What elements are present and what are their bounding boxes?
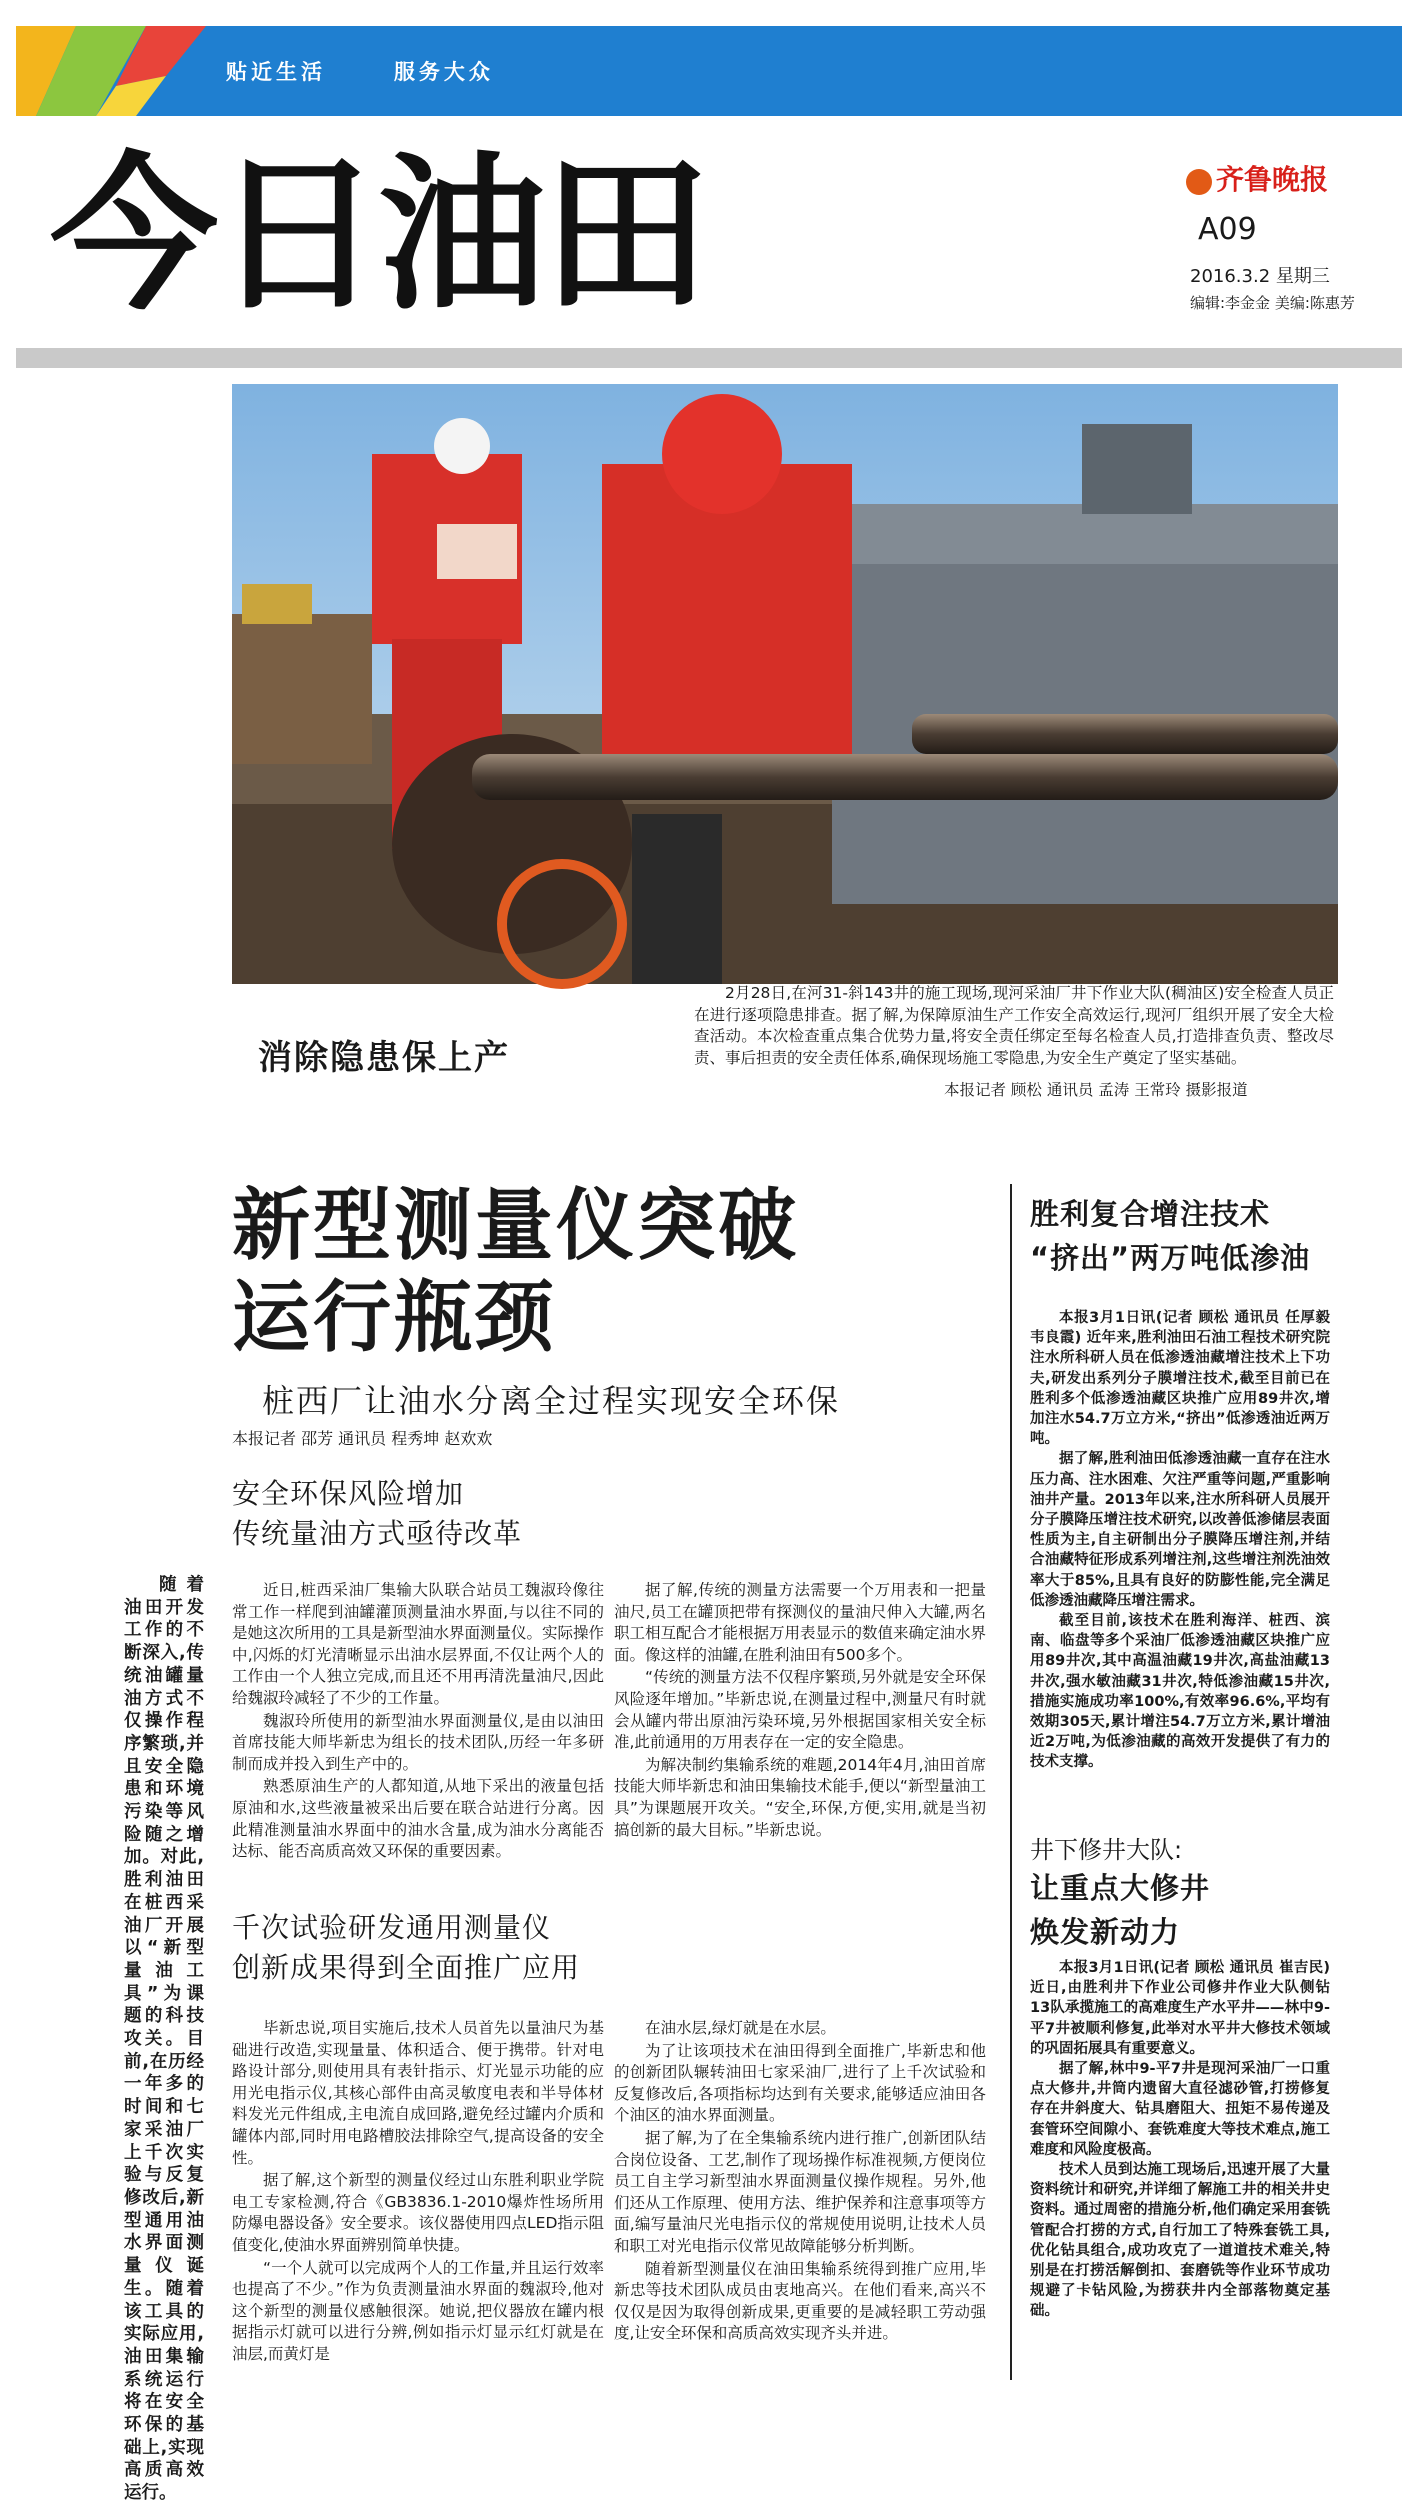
- section-2-column-b: 在油水层,绿灯就是在水层。 为了让该项技术在油田得到全面推广,毕新忠和他的创新团队辗转油田七家采油厂,进行了上千次试验和反复修改后,各项指标均达到有关要求,能够适应油田各个油区的油水界面测量。 据了解,为了在全集输系统内进行推广,创新团队结合岗位设备、工艺,制作了现场操作标准视频,方便岗位员工自主学习新型油水界面测量仪操作规程。另外,他们还从工作原理、使用方法、维护保养和注意事项等方面,编写量油尺光电指示仪的常规使用说明,让技术人员和职工对光电指示仪常见故障能够分析判断。 随着新型测量仪在油田集输系统得到推广应用,毕新忠等技术团队成员由衷地高兴。在他们看来,高兴不仅仅是因为取得创新成果,更重要的是减轻职工劳动强度,让安全环保和高质高效实现齐头并进。: [614, 2019, 987, 2343]
- banner-slogan: 贴近生活 服务大众: [226, 60, 494, 84]
- top-banner: [16, 26, 1402, 116]
- lead-subheadline: 桩西厂让油水分离全过程实现安全环保: [262, 1382, 841, 1420]
- lead-headline: 新型测量仪突破 运行瓶颈: [232, 1180, 800, 1363]
- photo-caption-title: 消除隐患保上产: [258, 1038, 510, 1078]
- news-photo: [232, 384, 1338, 984]
- sidebar-2-title: 让重点大修井 焕发新动力: [1030, 1871, 1211, 1949]
- section-1-column-b: 据了解,传统的测量方法需要一个万用表和一把量油尺,员工在罐顶把带有探测仪的量油尺伸入大罐,两名职工相互配合才能根据万用表显示的数值来确定油水界面。像这样的油罐,在胜利油田有500多个。 “传统的测量方法不仅程序繁琐,另外就是安全环保风险逐年增加。”毕新忠说,在测量过程中,测量尺有时就会从罐内带出原油污染环境,另外根据国家相关安全标准,此前通用的万用表存在一定的安全隐患。 为解决制约集输系统的难题,2014年4月,油田首席技能大师毕新忠和油田集输技术能手,便以“新型量油工具”为课题展开攻关。“安全,环保,方便,实用,就是当初搞创新的最大目标。”毕新忠说。: [614, 1581, 987, 1839]
- column-divider: [1010, 1184, 1012, 2380]
- banner-graphic: [16, 26, 1402, 116]
- issue-date: 2016.3.2 星期三: [1190, 266, 1330, 287]
- logo-mark-icon: [1186, 169, 1212, 195]
- photo-credit: 本报记者 顾松 通讯员 孟涛 王常玲 摄影报道: [944, 1081, 1248, 1099]
- section-2-title: 千次试验研发通用测量仪 创新成果得到全面推广应用: [232, 1911, 581, 1984]
- sidebar-1-title: 胜利复合增注技术 “挤出”两万吨低渗油: [1030, 1197, 1311, 1275]
- editors-line: 编辑:李金金 美编:陈惠芳: [1190, 294, 1355, 312]
- page-number: A09: [1198, 212, 1257, 247]
- paper-logo: 齐鲁晚报: [1186, 158, 1328, 198]
- masthead-divider: [16, 348, 1402, 368]
- section-1-column-a: 近日,桩西采油厂集输大队联合站员工魏淑玲像往常工作一样爬到油罐灌顶测量油水界面,与以往不同的是她这次所用的工具是新型油水界面测量仪。实际操作中,闪烁的灯光清晰显示出油水层界面,不仅让两个人的工作由一个人独立完成,而且还不用再清洗量油尺,因此给魏淑玲减轻了不少的工作量。 魏淑玲所使用的新型油水界面测量仪,是由以油田首席技能大师毕新忠为组长的技术团队,历经一年多研制而成并投入到生产中的。 熟悉原油生产的人都知道,从地下采出的液量包括原油和水,这些液量被采出后要在联合站进行分离。因此精准测量油水界面中的油水含量,成为油水分离能否达标、能否高质高效又环保的重要因素。: [232, 1581, 605, 1861]
- photo-illustration: [232, 384, 1338, 984]
- sidebar-2-kicker: 井下修井大队:: [1030, 1836, 1183, 1864]
- sidebar-1-text: 本报3月1日讯(记者 顾松 通讯员 任厚毅 韦良霞) 近年来,胜利油田石油工程技术研究院注水所科研人员在低渗透油藏增注技术上下功夫,研发出系列分子膜增注技术,截至目前已在胜利多个低渗透油藏区块推广应用89井次,增加注水54.7万立方米,“挤出”低渗透油近两万吨。 据了解,胜利油田低渗透油藏一直存在注水压力高、注水困难、欠注严重等问题,严重影响油井产量。2013年以来,注水所科研人员展开分子膜降压增注技术研究,以改善低渗储层表面性质为主,自主研制出分子膜降压增注剂,并结合油藏特征形成系列增注剂,这些增注剂洗油效率大于85%,且具有良好的防膨性能,完全满足低渗透油藏降压增注需求。 截至目前,该技术在胜利海洋、桩西、滨南、临盘等多个采油厂低渗透油藏区块推广应用89井次,其中高温油藏19井次,高盐油藏13井次,强水敏油藏31井次,特低渗油藏15井次,措施实施成功率100%,有效率96.6%,平均有效期305天,累计增注54.7万立方米,累计增油近2万吨,为低渗油藏的高效开发提供了有力的技术支撑。: [1030, 1310, 1330, 1771]
- section-2-column-a: 毕新忠说,项目实施后,技术人员首先以量油尺为基础进行改造,实现量量、体积适合、便于携带。针对电路设计部分,则使用具有表针指示、灯光显示功能的应用光电指示仪,其核心部件由高灵敏度电表和半导体材料发光元件组成,主电流自成回路,避免经过罐内介质和罐体内部,同时用电路槽胶法排除空气,提高设备的安全性。 据了解,这个新型的测量仪经过山东胜利职业学院电工专家检测,符合《GB3836.1-2010爆炸性场所用防爆电器设备》安全要求。该仪器使用四点LED指示阻值变化,使油水界面辨别简单快捷。 “一个人就可以完成两个人的工作量,并且运行效率也提高了不少。”作为负责测量油水界面的魏淑玲,他对这个新型的测量仪感触很深。她说,把仪器放在罐内根据指示灯就可以进行分辨,例如指示灯显示红灯就是在油层,而黄灯是: [232, 2019, 604, 2363]
- sidebar-2-text: 本报3月1日讯(记者 顾松 通讯员 崔吉民) 近日,由胜利井下作业公司修井作业大队侧钻13队承揽施工的高难度生产水平井——林中9-平7井被顺利修复,此举对水平井大修技术领域的巩固拓展具有重要意义。 据了解,林中9-平7井是现河采油厂一口重点大修井,井筒内遗留大直径滤砂管,打捞修复存在井斜度大、钻具磨阻大、扭矩不易传递及套管环空间隙小、套铣难度大等技术难点,施工难度和风险度极高。 技术人员到达施工现场后,迅速开展了大量资料统计和研究,并详细了解施工井的相关井史资料。通过周密的措施分析,他们确定采用套铣管配合打捞的方式,自行加工了特殊套铣工具,优化钻具组合,成功攻克了一道道技术难关,特别是在打捞活解倒扣、套磨铣等作业环节成功规避了卡钻风险,为捞获井内全部落物奠定基础。: [1030, 1960, 1330, 2320]
- section-masthead: 今日油田: [50, 135, 706, 333]
- lead-intro: 随着油田开发工作的不断深入,传统油罐量油方式不仅操作程序繁琐,并且安全隐患和环境污染等风险随之增加。对此,胜利油田在桩西采油厂开展以“新型量油工具”为课题的科技攻关。目前,在历经一年多的时间和七家采油厂上千次实验与反复修改后,新型通用油水界面测量仪诞生。随着该工具的实际应用,油田集输系统运行将在安全环保的基础上,实现高质高效运行。: [124, 1575, 204, 2504]
- lead-byline: 本报记者 邵芳 通讯员 程秀坤 赵欢欢: [232, 1429, 493, 1448]
- photo-caption: 2月28日,在河31-斜143井的施工现场,现河采油厂井下作业大队(稠油区)安全检查人员正在进行逐项隐患排查。据了解,为保障原油生产工作安全高效运行,现河厂组织开展了安全大检查活动。本次检查重点集合优势力量,将安全责任绑定至每名检查人员,打造排查负责、整改尽责、事后担责的安全责任体系,确保现场施工零隐患,为安全生产奠定了坚实基础。: [694, 984, 1334, 1067]
- section-1-title: 安全环保风险增加 传统量油方式亟待改革: [232, 1477, 523, 1550]
